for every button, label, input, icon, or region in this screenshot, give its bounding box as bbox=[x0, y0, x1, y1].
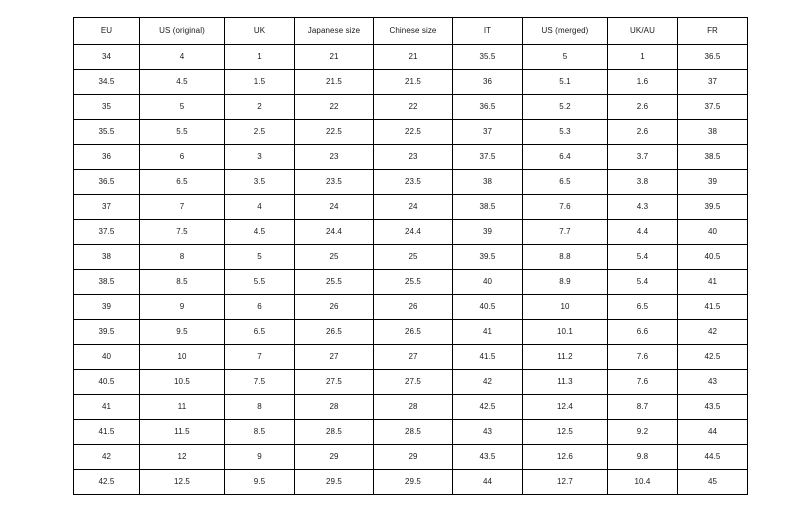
table-cell: 8.8 bbox=[523, 245, 608, 270]
table-cell: 3 bbox=[225, 145, 295, 170]
table-cell: 8.7 bbox=[608, 395, 678, 420]
table-cell: 38 bbox=[453, 170, 523, 195]
table-cell: 40.5 bbox=[74, 370, 140, 395]
table-cell: 4.3 bbox=[608, 195, 678, 220]
table-cell: 40.5 bbox=[678, 245, 748, 270]
table-cell: 27.5 bbox=[374, 370, 453, 395]
table-cell: 23 bbox=[374, 145, 453, 170]
table-cell: 22.5 bbox=[295, 120, 374, 145]
table-cell: 36.5 bbox=[453, 95, 523, 120]
table-cell: 8 bbox=[225, 395, 295, 420]
table-cell: 38.5 bbox=[453, 195, 523, 220]
table-cell: 6.5 bbox=[523, 170, 608, 195]
table-cell: 23 bbox=[295, 145, 374, 170]
table-row bbox=[74, 120, 748, 145]
table-cell: 29.5 bbox=[374, 470, 453, 495]
table-cell: 37.5 bbox=[453, 145, 523, 170]
table-cell: 10.4 bbox=[608, 470, 678, 495]
table-cell: 41.5 bbox=[74, 420, 140, 445]
table-cell: 3.7 bbox=[608, 145, 678, 170]
table-cell: 43 bbox=[678, 370, 748, 395]
table-cell: 12 bbox=[140, 445, 225, 470]
table-cell: 36 bbox=[74, 145, 140, 170]
table-cell: 28.5 bbox=[374, 420, 453, 445]
table-cell: 41 bbox=[453, 320, 523, 345]
table-cell: 1 bbox=[608, 45, 678, 70]
table-cell: 45 bbox=[678, 470, 748, 495]
table-cell: 6 bbox=[225, 295, 295, 320]
table-cell: 37 bbox=[678, 70, 748, 95]
table-cell: 5.5 bbox=[225, 270, 295, 295]
table-cell: 4.4 bbox=[608, 220, 678, 245]
table-cell: 37 bbox=[453, 120, 523, 145]
table-cell: 11 bbox=[140, 395, 225, 420]
table-cell: 41.5 bbox=[453, 345, 523, 370]
table-cell: 11.5 bbox=[140, 420, 225, 445]
column-header: IT bbox=[453, 18, 523, 45]
table-cell: 8 bbox=[140, 245, 225, 270]
table-cell: 21 bbox=[295, 45, 374, 70]
table-cell: 39 bbox=[453, 220, 523, 245]
table-cell: 5.1 bbox=[523, 70, 608, 95]
column-header: UK/AU bbox=[608, 18, 678, 45]
table-cell: 25 bbox=[374, 245, 453, 270]
table-cell: 41 bbox=[74, 395, 140, 420]
table-cell: 44.5 bbox=[678, 445, 748, 470]
table-cell: 40.5 bbox=[453, 295, 523, 320]
table-cell: 36 bbox=[453, 70, 523, 95]
table-cell: 36.5 bbox=[74, 170, 140, 195]
table-cell: 2.5 bbox=[225, 120, 295, 145]
table-cell: 39.5 bbox=[453, 245, 523, 270]
table-cell: 11.3 bbox=[523, 370, 608, 395]
table-cell: 35.5 bbox=[453, 45, 523, 70]
table-cell: 5 bbox=[523, 45, 608, 70]
table-row bbox=[74, 270, 748, 295]
table-cell: 10 bbox=[140, 345, 225, 370]
table-cell: 42.5 bbox=[453, 395, 523, 420]
table-cell: 36.5 bbox=[678, 45, 748, 70]
table-cell: 3.8 bbox=[608, 170, 678, 195]
table-cell: 6.5 bbox=[608, 295, 678, 320]
table-cell: 7 bbox=[225, 345, 295, 370]
table-cell: 29 bbox=[295, 445, 374, 470]
table-cell: 4.5 bbox=[140, 70, 225, 95]
table-cell: 6.4 bbox=[523, 145, 608, 170]
table-cell: 2.6 bbox=[608, 120, 678, 145]
table-cell: 9.5 bbox=[225, 470, 295, 495]
table-cell: 24.4 bbox=[374, 220, 453, 245]
table-cell: 1.5 bbox=[225, 70, 295, 95]
table-cell: 7.6 bbox=[608, 345, 678, 370]
table-cell: 26 bbox=[374, 295, 453, 320]
table-cell: 3.5 bbox=[225, 170, 295, 195]
table-cell: 22 bbox=[295, 95, 374, 120]
table-cell: 5.5 bbox=[140, 120, 225, 145]
table-cell: 27 bbox=[295, 345, 374, 370]
table-cell: 42.5 bbox=[678, 345, 748, 370]
table-cell: 7.6 bbox=[608, 370, 678, 395]
table-cell: 4 bbox=[140, 45, 225, 70]
column-header: US (merged) bbox=[523, 18, 608, 45]
table-cell: 5 bbox=[140, 95, 225, 120]
table-row bbox=[74, 345, 748, 370]
table-cell: 26.5 bbox=[374, 320, 453, 345]
table-cell: 5 bbox=[225, 245, 295, 270]
table-cell: 35 bbox=[74, 95, 140, 120]
table-cell: 43.5 bbox=[678, 395, 748, 420]
table-row bbox=[74, 70, 748, 95]
table-cell: 7.5 bbox=[225, 370, 295, 395]
table-cell: 29.5 bbox=[295, 470, 374, 495]
table-cell: 43 bbox=[453, 420, 523, 445]
table-cell: 6.5 bbox=[140, 170, 225, 195]
table-cell: 38.5 bbox=[678, 145, 748, 170]
table-cell: 38 bbox=[678, 120, 748, 145]
column-header: EU bbox=[74, 18, 140, 45]
table-cell: 43.5 bbox=[453, 445, 523, 470]
table-cell: 37.5 bbox=[678, 95, 748, 120]
table-cell: 10.1 bbox=[523, 320, 608, 345]
table-cell: 8.9 bbox=[523, 270, 608, 295]
table-cell: 41.5 bbox=[678, 295, 748, 320]
table-cell: 26 bbox=[295, 295, 374, 320]
table-row bbox=[74, 320, 748, 345]
table-row bbox=[74, 445, 748, 470]
table-cell: 9.5 bbox=[140, 320, 225, 345]
table-row bbox=[74, 45, 748, 70]
table-header-row bbox=[74, 18, 748, 45]
column-header: US (original) bbox=[140, 18, 225, 45]
shoe-size-conversion-table-container bbox=[73, 17, 721, 495]
table-cell: 25.5 bbox=[374, 270, 453, 295]
table-cell: 29 bbox=[374, 445, 453, 470]
table-cell: 25.5 bbox=[295, 270, 374, 295]
table-cell: 12.5 bbox=[140, 470, 225, 495]
table-row bbox=[74, 195, 748, 220]
table-cell: 34.5 bbox=[74, 70, 140, 95]
table-cell: 27 bbox=[374, 345, 453, 370]
table-cell: 21.5 bbox=[295, 70, 374, 95]
shoe-size-conversion-table bbox=[73, 17, 748, 495]
column-header: UK bbox=[225, 18, 295, 45]
table-cell: 37.5 bbox=[74, 220, 140, 245]
table-row bbox=[74, 145, 748, 170]
table-cell: 2.6 bbox=[608, 95, 678, 120]
table-cell: 42 bbox=[453, 370, 523, 395]
table-cell: 40 bbox=[678, 220, 748, 245]
table-cell: 21.5 bbox=[374, 70, 453, 95]
table-cell: 11.2 bbox=[523, 345, 608, 370]
column-header: Japanese size bbox=[295, 18, 374, 45]
table-cell: 40 bbox=[74, 345, 140, 370]
table-cell: 2 bbox=[225, 95, 295, 120]
table-cell: 9 bbox=[140, 295, 225, 320]
table-cell: 10 bbox=[523, 295, 608, 320]
table-cell: 28 bbox=[374, 395, 453, 420]
table-cell: 8.5 bbox=[140, 270, 225, 295]
table-cell: 40 bbox=[453, 270, 523, 295]
table-cell: 5.4 bbox=[608, 245, 678, 270]
table-cell: 24 bbox=[295, 195, 374, 220]
table-cell: 42 bbox=[74, 445, 140, 470]
table-cell: 44 bbox=[678, 420, 748, 445]
table-cell: 12.5 bbox=[523, 420, 608, 445]
table-cell: 38 bbox=[74, 245, 140, 270]
table-cell: 7.6 bbox=[523, 195, 608, 220]
table-cell: 5.2 bbox=[523, 95, 608, 120]
table-cell: 21 bbox=[374, 45, 453, 70]
table-cell: 25 bbox=[295, 245, 374, 270]
table-row bbox=[74, 395, 748, 420]
table-row bbox=[74, 95, 748, 120]
table-cell: 10.5 bbox=[140, 370, 225, 395]
table-row bbox=[74, 170, 748, 195]
table-cell: 42 bbox=[678, 320, 748, 345]
table-cell: 7 bbox=[140, 195, 225, 220]
table-row bbox=[74, 420, 748, 445]
table-cell: 23.5 bbox=[295, 170, 374, 195]
table-body bbox=[74, 45, 748, 495]
table-cell: 39 bbox=[74, 295, 140, 320]
table-cell: 6.5 bbox=[225, 320, 295, 345]
table-cell: 1.6 bbox=[608, 70, 678, 95]
table-cell: 7.7 bbox=[523, 220, 608, 245]
table-cell: 6 bbox=[140, 145, 225, 170]
table-cell: 9.8 bbox=[608, 445, 678, 470]
table-cell: 7.5 bbox=[140, 220, 225, 245]
table-row bbox=[74, 470, 748, 495]
table-cell: 9 bbox=[225, 445, 295, 470]
table-cell: 4 bbox=[225, 195, 295, 220]
table-cell: 24 bbox=[374, 195, 453, 220]
table-cell: 1 bbox=[225, 45, 295, 70]
table-cell: 39 bbox=[678, 170, 748, 195]
table-row bbox=[74, 370, 748, 395]
table-cell: 12.4 bbox=[523, 395, 608, 420]
table-cell: 39.5 bbox=[678, 195, 748, 220]
table-cell: 44 bbox=[453, 470, 523, 495]
table-cell: 8.5 bbox=[225, 420, 295, 445]
table-cell: 5.3 bbox=[523, 120, 608, 145]
table-row bbox=[74, 295, 748, 320]
table-cell: 28.5 bbox=[295, 420, 374, 445]
table-cell: 12.7 bbox=[523, 470, 608, 495]
table-row bbox=[74, 245, 748, 270]
table-cell: 9.2 bbox=[608, 420, 678, 445]
table-cell: 37 bbox=[74, 195, 140, 220]
table-cell: 39.5 bbox=[74, 320, 140, 345]
table-cell: 42.5 bbox=[74, 470, 140, 495]
table-cell: 38.5 bbox=[74, 270, 140, 295]
table-cell: 22 bbox=[374, 95, 453, 120]
table-cell: 23.5 bbox=[374, 170, 453, 195]
table-cell: 27.5 bbox=[295, 370, 374, 395]
table-header bbox=[74, 18, 748, 45]
table-cell: 5.4 bbox=[608, 270, 678, 295]
column-header: Chinese size bbox=[374, 18, 453, 45]
table-row bbox=[74, 220, 748, 245]
table-cell: 22.5 bbox=[374, 120, 453, 145]
table-cell: 24.4 bbox=[295, 220, 374, 245]
column-header: FR bbox=[678, 18, 748, 45]
table-cell: 6.6 bbox=[608, 320, 678, 345]
table-cell: 26.5 bbox=[295, 320, 374, 345]
table-cell: 41 bbox=[678, 270, 748, 295]
table-cell: 28 bbox=[295, 395, 374, 420]
table-cell: 12.6 bbox=[523, 445, 608, 470]
table-cell: 34 bbox=[74, 45, 140, 70]
table-cell: 4.5 bbox=[225, 220, 295, 245]
table-cell: 35.5 bbox=[74, 120, 140, 145]
